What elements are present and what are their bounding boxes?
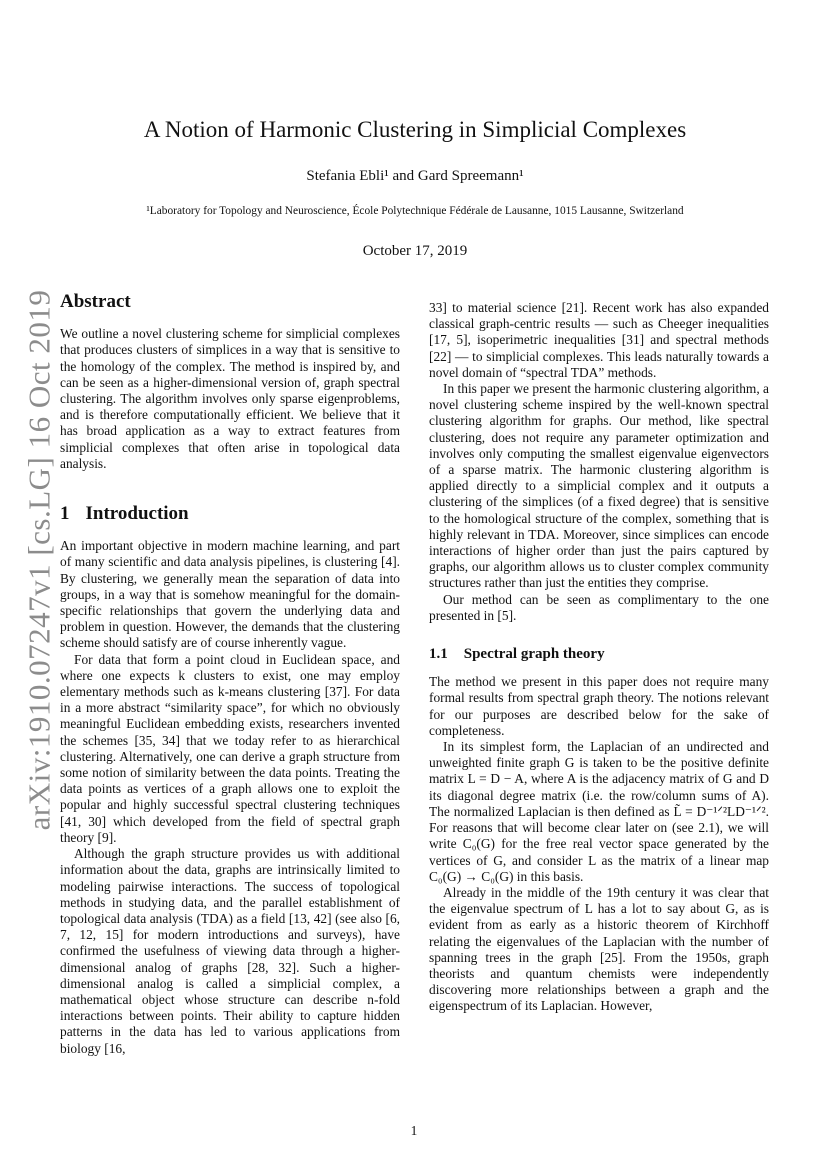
paragraph: Already in the middle of the 19th century it was clear that the eigenvalue spectrum of L has a lot to say about G, as is evident from as early as a historic theorem of Kirchhoff relating the eigenvalues of the Laplacian with the number of spanning trees in the graph [25]. From the 1950s, graph theorists and quantum chemists were independently discovering more relationships between a graph and the eigenspectrum of its Laplacian. However, [429,884,769,1014]
paragraph: 33] to material science [21]. Recent work has also expanded classical graph-centric results — such as Cheeger inequalities [17, 5], isoperimetric inequalities [31] and spectral methods [22] — to simplicial complexes. This leads naturally towards a novel domain of “spectral TDA” methods. [429,300,769,380]
section-number: 1 [60,503,70,525]
section-heading-introduction [60,503,400,525]
section-title: Introduction [85,503,189,525]
paragraph: An important objective in modern machine learning, and part of many scientific and data analysis pipelines, is clustering [4]. By clustering, we generally mean the separation of data into groups, in a way that is somehow meaningful for the domain-specific relationships that govern the underlying data and problem in question. However, the demands that the clustering scheme should satisfy are of course inherently vague. [60,538,400,651]
paragraph: In its simplest form, the Laplacian of an undirected and unweighted finite graph G is taken to be the positive definite matrix L = D − A, where A is the adjacency matrix of G and D its diagonal degree matrix (i.e. the row/column sums of A). The normalized Laplacian is then defined as L̃ = D⁻¹ᐟ²LD⁻¹ᐟ². For reasons that will become clear later on (see 2.1), we will write C₀(G) for the free real vector space generated by the vertices of G, and consider L as the matrix of a linear map C₀(G) → C₀(G) in this basis. [429,739,769,884]
paragraph: The method we present in this paper does not require many formal results from spectral graph theory. The notions relevant for our purposes are described below for the sake of completeness. [429,674,769,738]
subsection-number: 1.1 [429,646,448,663]
affiliation: ¹Laboratory for Topology and Neuroscience, École Polytechnique Fédérale de Lausanne, 1015 Lausanne, Switzerland [146,204,684,217]
page-number: 1 [410,1123,418,1138]
paper-title: A Notion of Harmonic Clustering in Simplicial Complexes [143,117,687,142]
publication-date: October 17, 2019 [362,242,468,259]
abstract-text: We outline a novel clustering scheme for simplicial complexes that produces clusters of simplices in a way that is sensitive to the homology of the complex. The method is inspired by, and can be seen as a higher-dimensional version of, graph spectral clustering. The algorithm involves only sparse eigenproblems, and is therefore computationally efficient. We believe that it has broad application as a way to extract features from simplicial complexes that often arise in topological data analysis. [60,326,400,471]
paragraph: In this paper we present the harmonic clustering algorithm, a novel clustering scheme inspired by the well-known spectral clustering algorithm for graphs. Our method, like spectral clustering, does not require any parameter optimization and involves only computing the smallest eigenvalue eigenvectors of a sparse matrix. The harmonic clustering algorithm is applied directly to a simplicial complex and it outputs a clustering of the simplices (of a fixed degree) that is sensitive to the homological structure of the complex, something that is highly relevant in TDA. Moreover, since simplices can encode interactions of higher order than just the pairs captured by graphs, our algorithm allows us to cluster complex community structures rather than just the entities they comprise. [429,381,769,591]
paragraph: For data that form a point cloud in Euclidean space, and where one expects k clusters to exist, one may employ elementary methods such as k-means clustering [37]. For data in a more abstract “similarity space”, for which no obviously meaningful Euclidean embedding exists, researchers invented the schemes [35, 34] that we today refer to as hierarchical clustering. Alternatively, one can derive a graph structure from some notion of similarity between the data points. Treating the data points as vertices of a graph allows one to exploit the popular and highly successful spectral clustering techniques [41, 30] which developed from the field of spectral graph theory [9]. [60,651,400,845]
title-block [95,116,735,260]
right-column [429,300,769,1015]
arxiv-identifier: arXiv:1910.07247v1 [cs.LG] 16 Oct 2019 [21,289,56,831]
paragraph: Although the graph structure provides us with additional information about the data, graphs are intrinsically limited to modeling pairwise interactions. The success of topological methods in studying data, and the parallel establishment of topological data analysis (TDA) as a field [13, 42] (see also [6, 7, 12, 15] for modern introductions and surveys), have confirmed the usefulness of viewing data through a higher-dimensional analog of graphs [28, 32]. Such a higher-dimensional analog is called a simplicial complex, a mathematical object whose structure can describe n-fold interactions between points. Their ability to capture hidden patterns in the data has led to various applications from biology [16, [60,846,400,1056]
left-column [60,291,400,1057]
abstract-heading: Abstract [60,291,131,312]
subsection-title: Spectral graph theory [463,646,605,663]
subsection-heading-spectral-graph-theory [429,646,769,662]
author-list: Stefania Ebli¹ and Gard Spreemann¹ [306,167,524,184]
paragraph: Our method can be seen as complimentary to the one presented in [5]. [429,591,769,623]
